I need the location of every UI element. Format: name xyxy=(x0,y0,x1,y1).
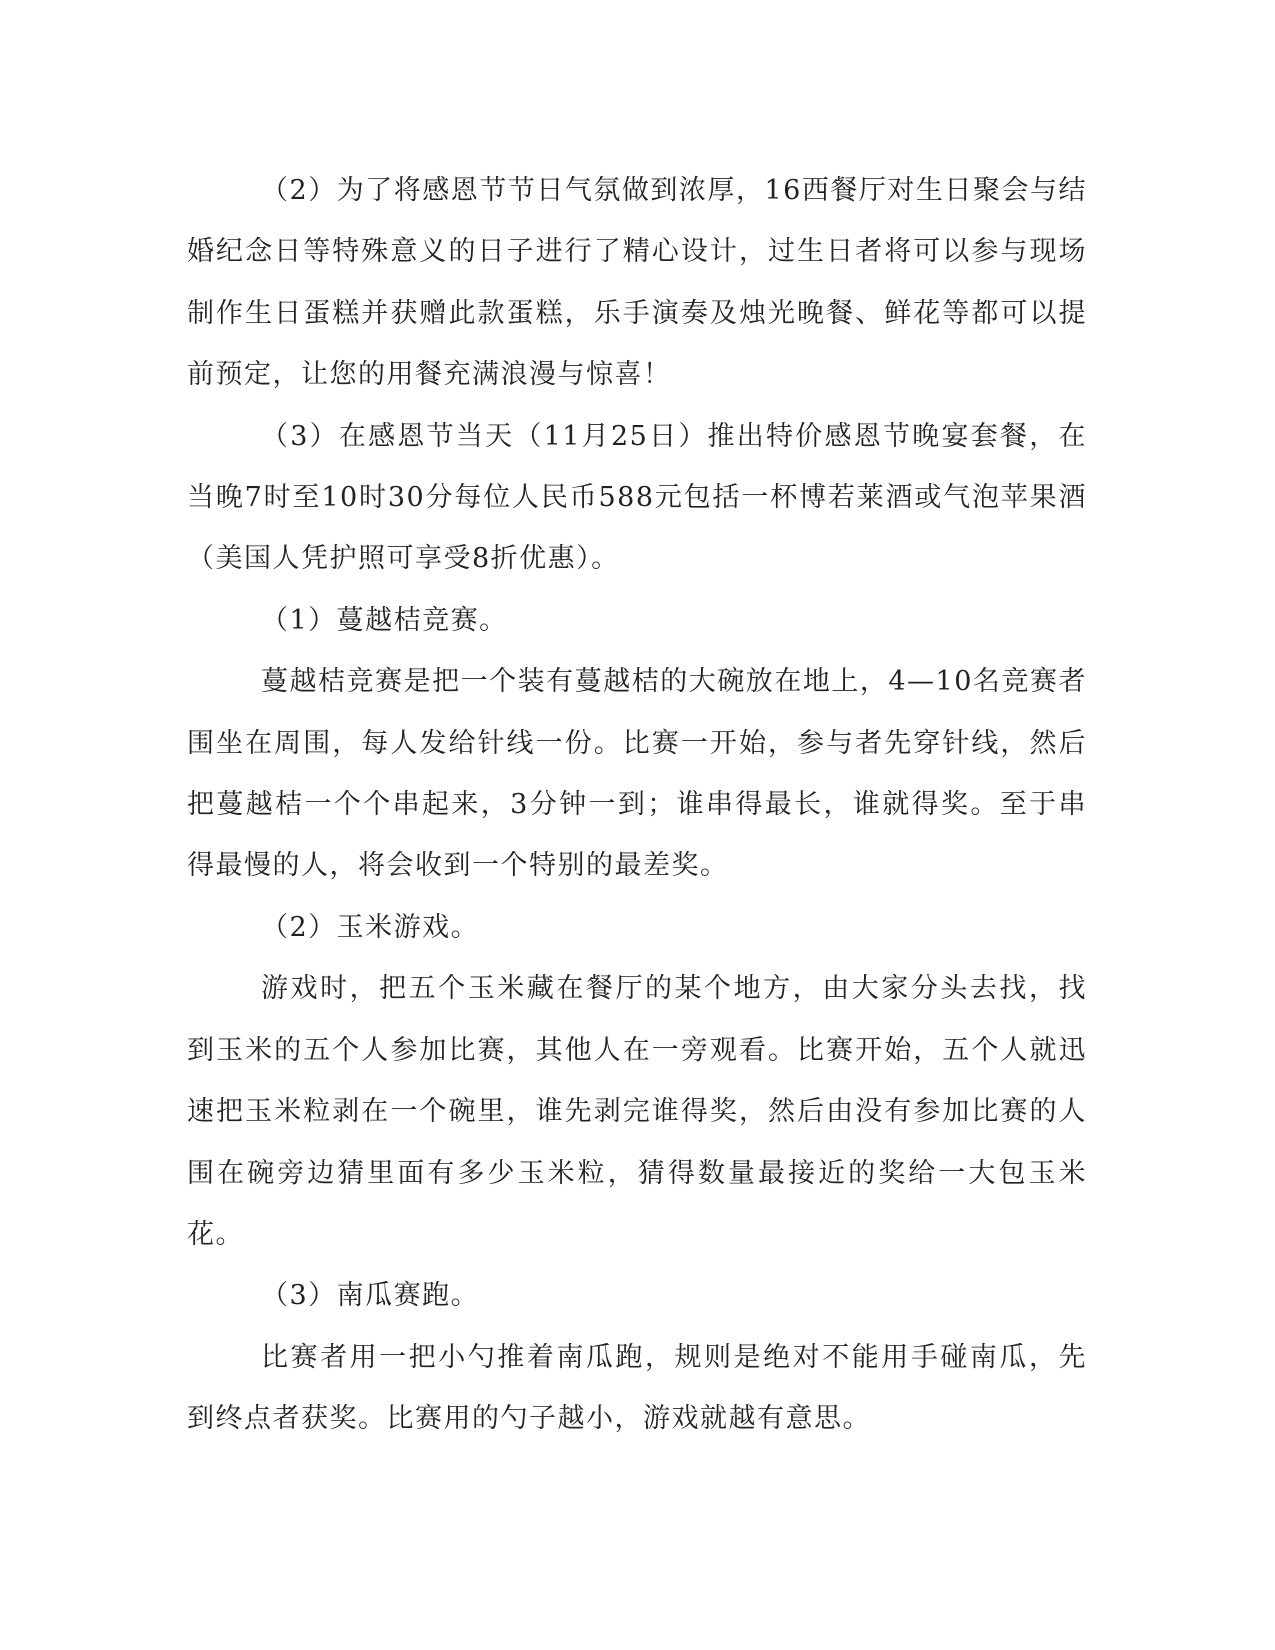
paragraph-birthday-anniversary: （2）为了将感恩节节日气氛做到浓厚，16西餐厅对生日聚会与结婚纪念日等特殊意义的日子进行了精心设计，过生日者将可以参与现场制作生日蛋糕并获赠此款蛋糕，乐手演奏及烛光晚餐、鲜花等都可以提前预定，让您的用餐充满浪漫与惊喜！ xyxy=(187,175,1087,391)
body-text xyxy=(187,160,1087,1450)
paragraph-thanksgiving-dinner: （3）在感恩节当天（11月25日）推出特价感恩节晚宴套餐，在当晚7时至10时30分每位人民币588元包括一杯博若莱酒或气泡苹果酒（美国人凭护照可享受8折优惠）。 xyxy=(187,420,1087,575)
paragraph-pumpkin-race: 比赛者用一把小勺推着南瓜跑，规则是绝对不能用手碰南瓜，先到终点者获奖。比赛用的勺子越小，游戏就越有意思。 xyxy=(187,1341,1087,1435)
paragraph-cranberry-contest: 蔓越桔竞赛是把一个装有蔓越桔的大碗放在地上，4—10名竞赛者围坐在周围，每人发给针线一份。比赛一开始，参与者先穿针线，然后把蔓越桔一个个串起来，3分钟一到；谁串得最长，谁就得奖。至于串得最慢的人，将会收到一个特别的最差奖。 xyxy=(187,666,1087,882)
heading-pumpkin-race: （3）南瓜赛跑。 xyxy=(261,1280,480,1312)
heading-cranberry-contest: （1）蔓越桔竞赛。 xyxy=(261,604,508,636)
heading-corn-game: （2）玉米游戏。 xyxy=(261,911,480,943)
paragraph-corn-game: 游戏时，把五个玉米藏在餐厅的某个地方，由大家分头去找，找到玉米的五个人参加比赛，其他人在一旁观看。比赛开始，五个人就迅速把玉米粒剥在一个碗里，谁先剥完谁得奖，然后由没有参加比赛的人围在碗旁边猜里面有多少玉米粒，猜得数量最接近的奖给一大包玉米花。 xyxy=(187,973,1087,1250)
